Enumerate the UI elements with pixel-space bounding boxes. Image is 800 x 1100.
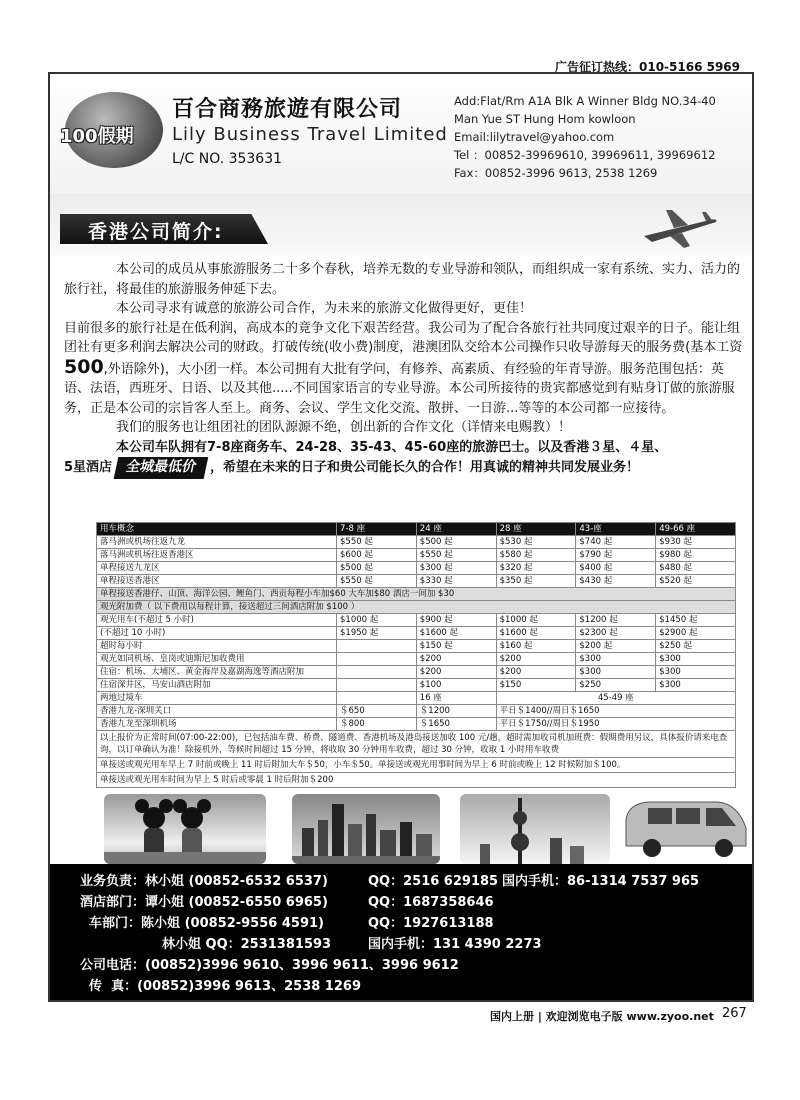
- table-cell: $330 起: [416, 575, 496, 588]
- table-cell: [337, 640, 417, 653]
- table-cell: 香港九龙至深圳机场: [97, 718, 337, 731]
- table-note: 以上报价为正常时间(07:00-22:00)，已包括油车费、桥费、隧道费、香港机场及港岛接送加收 100 元/趟，超时需加收司机加班费：假期费用另议，具体报价请来电查询，以订单确认为准！除接机外，等候时间超过 15 分钟，将收取 30 分钟用车收费，超过 30 分钟，收取 1 小时用车收费: [97, 731, 736, 758]
- bottom-caption: 国内上册 | 欢迎浏览电子版 www.zyoo.net: [490, 1010, 714, 1023]
- table-cell: $300: [656, 653, 736, 666]
- table-cell: $300: [656, 679, 736, 692]
- table-cell: $150 起: [416, 640, 496, 653]
- table-row: [97, 627, 736, 640]
- table-cell: $250 起: [656, 640, 736, 653]
- header-cell: 43-座: [576, 523, 656, 536]
- header-cell: 28 座: [496, 523, 576, 536]
- table-cell: $550 起: [337, 575, 417, 588]
- table-cell: ＄1200: [416, 705, 496, 718]
- table-cell: 单程接送香港区: [97, 575, 337, 588]
- company-name-en: Lily Business Travel Limited: [172, 124, 448, 145]
- hotel-contact: 酒店部门：谭小姐 (00852-6550 6965): [80, 895, 328, 910]
- table-cell: $530 起: [496, 536, 576, 549]
- table-cell: $580 起: [496, 549, 576, 562]
- table-cell: [337, 666, 417, 679]
- table-cell: $150: [496, 679, 576, 692]
- table-cell: 落马洲或机场往返香港区: [97, 549, 337, 562]
- table-cell: $980 起: [656, 549, 736, 562]
- table-cell: $790 起: [576, 549, 656, 562]
- table-cell: $1600 起: [416, 627, 496, 640]
- table-cell: $320 起: [496, 562, 576, 575]
- table-cell: 观光如同机场、皇岗或迪斯尼加收费用: [97, 653, 337, 666]
- table-cell: 单程接送九龙区: [97, 562, 337, 575]
- email-line: Email:lilytravel@yahoo.com: [454, 130, 615, 144]
- table-cell: $930 起: [656, 536, 736, 549]
- intro-text: [64, 260, 744, 479]
- table-cell: 落马洲或机场往返九龙: [97, 536, 337, 549]
- table-row: [97, 758, 736, 773]
- table-cell: $740 起: [576, 536, 656, 549]
- intro-paragraph-3a: 目前很多的旅行社是在低利润，高成本的竟争文化下艰苦经营。我公司为了配合各旅行社共同度过艰辛的日子。能让组团社有更多利润去解决公司的财政。打破传统(收小费)制度，港澳团队交给本公司操作只收导游每天的服务费(基本工资: [64, 320, 743, 355]
- table-cell: 观光附加费（ 以下费用以每程计算，接送超过三间酒店附加 $100 ）: [97, 601, 736, 614]
- sales-mobile: 国内手机：86-1314 7537 965: [502, 874, 700, 889]
- hotel-star-text: 5星酒店: [64, 460, 113, 475]
- header-cell: 7-8 座: [337, 523, 417, 536]
- rates-table: [96, 522, 736, 788]
- license-number: L/C NO. 353631: [172, 151, 283, 167]
- intro-paragraph-1: 本公司的成员从事旅游服务二十多个春秋，培养无数的专业导游和领队，而组织成一家有系统、实力、活力的旅行社，将最佳的旅游服务伸延下去。: [64, 262, 741, 297]
- table-cell: $200 起: [576, 640, 656, 653]
- table-cell: 单程接送香港仔、山顶、海洋公园、鲤鱼门、西贡每程小车加$60 大车加$80 酒店一间加 $30: [97, 588, 736, 601]
- table-cell: $900 起: [416, 614, 496, 627]
- table-cell: $300: [576, 666, 656, 679]
- table-cell: $200: [496, 666, 576, 679]
- address-line-2: Man Yue ST Hung Hom kowloon: [454, 112, 636, 126]
- table-cell: [337, 653, 417, 666]
- vehicle-contact: 车部门：陈小姐 (00852-9556 4591): [80, 916, 324, 931]
- intro-paragraph-2: 本公司寻求有诚意的旅游公司合作，为未来的旅游文化做得更好，更佳！: [116, 301, 533, 316]
- table-row: [97, 773, 736, 788]
- table-cell: $300 起: [416, 562, 496, 575]
- table-cell: $2900 起: [656, 627, 736, 640]
- table-cell: $160 起: [496, 640, 576, 653]
- table-row: [97, 692, 736, 705]
- table-cell: $1950 起: [337, 627, 417, 640]
- airplane-icon: [640, 206, 720, 250]
- table-row: [97, 562, 736, 575]
- vehicle-qq: QQ：1927613188: [368, 916, 494, 931]
- sales-qq: QQ：2516 629185: [368, 874, 499, 889]
- table-cell: $200: [496, 653, 576, 666]
- table-cell: 香港九龙-深圳关口: [97, 705, 337, 718]
- table-cell: ＄650: [337, 705, 417, 718]
- contact-footer: [50, 864, 752, 1000]
- table-cell: $600 起: [337, 549, 417, 562]
- table-cell: 两地过境车: [97, 692, 337, 705]
- hotel-qq: QQ：1687358646: [368, 895, 494, 910]
- table-cell: $1600 起: [496, 627, 576, 640]
- logo-text: 100假期: [60, 126, 134, 147]
- table-cell: 平日＄1750//周日＄1950: [496, 718, 735, 731]
- table-row: [97, 614, 736, 627]
- table-cell: $1000 起: [337, 614, 417, 627]
- table-cell: 住宿：机场、大埔区、黄金海岸及嘉湖海逸等酒店附加: [97, 666, 337, 679]
- table-cell: (不超过 10 小时): [97, 627, 337, 640]
- table-cell: $1450 起: [656, 614, 736, 627]
- table-cell: $480 起: [656, 562, 736, 575]
- table-row: [97, 653, 736, 666]
- table-cell: 16 座: [416, 692, 496, 705]
- table-cell: $300: [656, 666, 736, 679]
- table-row: [97, 536, 736, 549]
- rates-header-row: [97, 523, 736, 536]
- table-cell: 平日＄1400//周日＄1650: [496, 705, 735, 718]
- company-phone: 公司电话：(00852)3996 9610、3996 9611、3996 9612: [80, 958, 459, 973]
- company-name-cn: 百合商務旅遊有限公司: [172, 97, 403, 122]
- table-cell: $520 起: [656, 575, 736, 588]
- address-line-1: Add:Flat/Rm A1A Blk A Winner Bldg NO.34-40: [454, 94, 716, 108]
- table-row: [97, 718, 736, 731]
- header-cell: 49-66 座: [656, 523, 736, 536]
- tel-line: Tel ：00852-39969610, 39969611, 39969612: [454, 148, 716, 162]
- table-cell: [337, 679, 417, 692]
- price-banner-line: [64, 457, 744, 479]
- table-cell: ＄800: [337, 718, 417, 731]
- table-note: 单接送或观光用车时间为早上 5 时后或零晨 1 时后附加＄200: [97, 773, 736, 788]
- lowest-price-badge: 全城最低价: [114, 457, 209, 479]
- table-cell: $2300 起: [576, 627, 656, 640]
- photo-hk-skyline: [292, 794, 440, 864]
- table-row: [97, 601, 736, 614]
- table-cell: $500 起: [337, 562, 417, 575]
- header-cell: 24 座: [416, 523, 496, 536]
- table-cell: 住宿深井区，马安山酒店附加: [97, 679, 337, 692]
- table-cell: $1200 起: [576, 614, 656, 627]
- photo-mickey-minnie: [104, 794, 266, 864]
- fleet-paragraph: 本公司车队拥有7-8座商务车、24-28、35-43、45-60座的旅游巴士。以及香港３星、４星、: [116, 439, 668, 455]
- fax-line: Fax：00852-3996 9613, 2538 1269: [454, 166, 658, 180]
- sales-contact: 业务负责：林小姐 (00852-6532 6537): [80, 874, 328, 889]
- intro-paragraph-3: [64, 319, 744, 419]
- photo-pearl-tower: [460, 794, 610, 864]
- table-cell: ＄1650: [416, 718, 496, 731]
- company-fax: 传 真：(00852)3996 9613、2538 1269: [80, 979, 361, 994]
- table-row: [97, 731, 736, 758]
- table-cell: $300: [576, 653, 656, 666]
- extra-mobile: 国内手机：131 4390 2273: [368, 937, 542, 952]
- header-cell: 用车概念: [97, 523, 337, 536]
- photo-van: [618, 794, 752, 864]
- table-cell: $200: [416, 653, 496, 666]
- page-number: 267: [722, 1006, 747, 1021]
- table-cell: $400 起: [576, 562, 656, 575]
- table-cell: $550 起: [416, 549, 496, 562]
- table-cell: $200: [416, 666, 496, 679]
- table-cell: $250: [576, 679, 656, 692]
- table-row: [97, 705, 736, 718]
- table-cell: $1000 起: [496, 614, 576, 627]
- table-cell: $350 起: [496, 575, 576, 588]
- service-fee-number: 500: [64, 355, 104, 378]
- company-header: [50, 74, 752, 194]
- table-note: 单接送或观光用车早上 7 时前或晚上 11 时后附加大车＄50，小车＄50。单接送或观光用事时间为早上 6 时前或晚上 12 时候附加＄100。: [97, 758, 736, 773]
- intro-paragraph-4: 我们的服务也让组团社的团队源源不绝，创出新的合作文化（详情来电赐教）！: [116, 420, 572, 435]
- advert-frame: [48, 72, 754, 1002]
- table-cell: 超时每小时: [97, 640, 337, 653]
- cooperation-text: ，希望在未来的日子和贵公司能长久的合作！用真诚的精神共同发展业务！: [210, 460, 640, 475]
- extra-qq: 林小姐 QQ：2531381593: [162, 937, 332, 952]
- table-cell: $430 起: [576, 575, 656, 588]
- table-cell: [337, 692, 417, 705]
- table-row: [97, 640, 736, 653]
- table-row: [97, 679, 736, 692]
- contact-block: [454, 92, 750, 182]
- advert-hotline: 广告征订热线：010-5166 5969: [555, 60, 741, 74]
- table-row: [97, 549, 736, 562]
- table-row: [97, 588, 736, 601]
- table-cell: 45-49 座: [496, 692, 735, 705]
- table-row: [97, 666, 736, 679]
- table-cell: $500 起: [416, 536, 496, 549]
- section-title: 香港公司简介:: [88, 221, 224, 243]
- table-cell: $550 起: [337, 536, 417, 549]
- table-cell: 观光用车(不超过 5 小时): [97, 614, 337, 627]
- table-cell: $100: [416, 679, 496, 692]
- intro-paragraph-3b: ,外语除外)，大小团一样。本公司拥有大批有学问，有修养、高素质、有经验的年青导游。服务范围包括：英语、法语，西班牙、日语、以及其他.....不同国家语言的专业导游。本公司所接待的贵宾都感觉到有贴身订做的旅游服务，正是本公司的宗旨客人至上。商务、会议、学生文化交流、散拼、一日游...等等的本公司都一应接待。: [64, 361, 735, 416]
- table-row: [97, 575, 736, 588]
